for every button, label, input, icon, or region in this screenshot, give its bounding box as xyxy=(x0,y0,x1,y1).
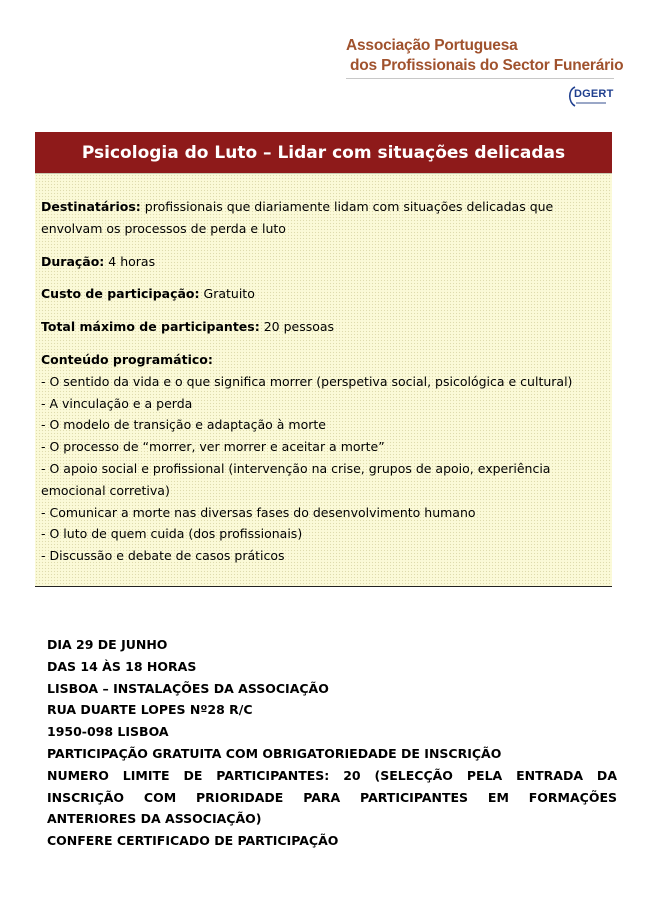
duration-label: Duração: xyxy=(41,253,105,269)
program-item: - Discussão e debate de casos práticos xyxy=(41,548,285,564)
program-item: - A vinculação e a perda xyxy=(41,395,193,411)
org-logo xyxy=(346,36,624,116)
duration-field xyxy=(41,251,606,273)
max-participants-label: Total máximo de participantes: xyxy=(41,319,260,335)
event-time: DAS 14 ÀS 18 HORAS xyxy=(47,658,197,674)
event-registration: PARTICIPAÇÃO GRATUITA COM OBRIGATORIEDADE DE INSCRIÇÃO xyxy=(47,745,502,761)
program-item: - O processo de “morrer, ver morrer e aceitar a morte” xyxy=(41,439,385,455)
program-item: - O luto de quem cuida (dos profissionais) xyxy=(41,526,303,542)
course-title: Psicologia do Luto – Lidar com situações delicadas xyxy=(35,132,612,173)
event-date: DIA 29 DE JUNHO xyxy=(47,637,168,652)
event-participant-limit: NUMERO LIMITE DE PARTICIPANTES: 20 (SELECÇÃO PELA ENTRADA DA INSCRIÇÃO COM PRIORIDADE PARA PARTICIPANTES EM FORMAÇÕES ANTERIORES DA ASSOCIAÇÃO) xyxy=(47,767,617,827)
duration-value: 4 horas xyxy=(108,253,156,269)
event-street: RUA DUARTE LOPES Nº28 R/C xyxy=(47,702,253,718)
program-item: - O modelo de transição e adaptação à morte xyxy=(41,417,326,433)
course-card xyxy=(35,132,612,587)
max-participants-value: 20 pessoas xyxy=(263,319,335,335)
dgert-subline xyxy=(576,102,606,104)
org-name-line-2: dos Profissionais do Sector Funerário xyxy=(350,57,624,74)
cost-field xyxy=(41,283,606,305)
audience-field xyxy=(41,196,606,240)
logo-divider xyxy=(346,78,614,79)
card-bottom-rule xyxy=(35,586,612,587)
cost-value: Gratuito xyxy=(203,286,255,302)
dgert-label: DGERT xyxy=(574,88,614,100)
max-participants-field xyxy=(41,316,606,338)
program-item: - O apoio social e profissional (intervenção na crise, grupos de apoio, experiência emocional corretiva) xyxy=(41,460,551,498)
course-details xyxy=(35,173,612,586)
event-venue: LISBOA – INSTALAÇÕES DA ASSOCIAÇÃO xyxy=(47,680,329,696)
audience-label: Destinatários: xyxy=(41,199,141,214)
org-name-line-1: Associação Portuguesa xyxy=(346,37,518,54)
event-postcode: 1950-098 LISBOA xyxy=(47,724,169,740)
program-title: Conteúdo programático: xyxy=(41,351,213,367)
program-item: - O sentido da vida e o que significa morrer (perspetiva social, psicológica e cultural) xyxy=(41,373,573,389)
dgert-badge xyxy=(566,84,612,110)
event-certificate: CONFERE CERTIFICADO DE PARTICIPAÇÃO xyxy=(47,833,339,849)
program-item: - Comunicar a morte nas diversas fases do desenvolvimento humano xyxy=(41,504,476,520)
cost-label: Custo de participação: xyxy=(41,286,200,302)
audience-value: profissionais que diariamente lidam com situações delicadas que envolvam os processos de perda e luto xyxy=(41,199,554,236)
event-info xyxy=(47,634,617,852)
